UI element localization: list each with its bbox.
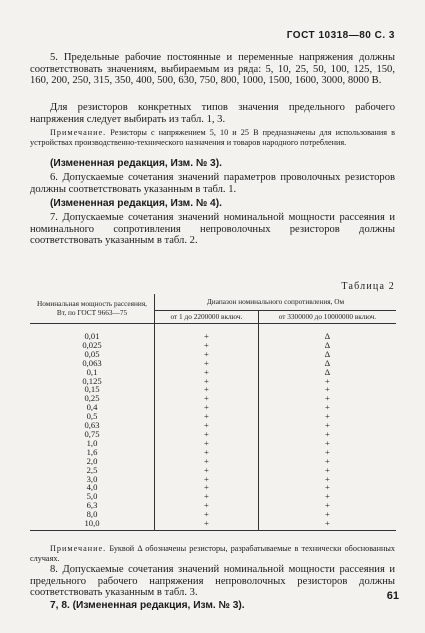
cell-range-2: Δ bbox=[324, 339, 331, 350]
cell-range-1: + bbox=[155, 412, 259, 421]
cell-power: 0,1 bbox=[30, 368, 155, 377]
page-number: 61 bbox=[386, 590, 399, 602]
cell-range-1: + bbox=[155, 421, 259, 430]
table-row bbox=[30, 466, 396, 475]
cell-range-2: + bbox=[258, 519, 396, 530]
table-row bbox=[30, 324, 396, 341]
note-1 bbox=[30, 128, 395, 148]
cell-range-2: + bbox=[324, 509, 330, 520]
cell-range-1: + bbox=[155, 475, 259, 484]
table-row bbox=[30, 430, 396, 439]
cell-range-2: + bbox=[324, 482, 330, 493]
note-2-text: Буквой Δ обозначены резисторы, разрабатываемые в технически обоснованных случаях. bbox=[30, 544, 395, 563]
cell-range-1: + bbox=[155, 466, 259, 475]
table-row bbox=[30, 439, 396, 448]
cell-range-1: + bbox=[155, 510, 259, 519]
cell-range-1: + bbox=[155, 394, 259, 403]
table-row bbox=[30, 359, 396, 368]
cell-range-2: + bbox=[324, 437, 330, 448]
cell-range-1: + bbox=[155, 350, 259, 359]
cell-range-2: + bbox=[324, 500, 330, 511]
cell-range-1: + bbox=[155, 324, 259, 341]
cell-power: 2,0 bbox=[30, 457, 155, 466]
paragraph-5: 5. Предельные рабочие постоянные и переменные напряжения должны соответствовать значениям, выбираемым из ряда: 5, 10, 25, 50, 100, 125, 150, 160, 200, 250, 315, 350, 400, 500, 630, 750, 800, 1000, 1500, 1600, 3000, 8000 В. bbox=[30, 52, 395, 87]
cell-range-2: + bbox=[324, 420, 330, 431]
table-row bbox=[30, 519, 396, 530]
cell-power: 0,75 bbox=[30, 430, 155, 439]
cell-range-1: + bbox=[155, 385, 259, 394]
cell-range-2: Δ bbox=[324, 331, 331, 341]
cell-range-1: + bbox=[155, 368, 259, 377]
cell-range-1: + bbox=[155, 483, 259, 492]
cell-range-1: + bbox=[155, 492, 259, 501]
cell-power: 5,0 bbox=[30, 492, 155, 501]
cell-range-1: + bbox=[155, 377, 259, 386]
cell-power: 0,125 bbox=[30, 377, 155, 386]
cell-range-2: Δ bbox=[324, 348, 331, 359]
table-row bbox=[30, 492, 396, 501]
col-header-power: Номинальная мощность рассеяния, Вт, по ГОСТ 9663—75 bbox=[30, 294, 155, 324]
cell-range-1: + bbox=[155, 457, 259, 466]
table-caption: Таблица 2 bbox=[341, 281, 395, 292]
cell-range-2: Δ bbox=[324, 357, 331, 368]
col-header-range-1: от 1 до 2200000 включ. bbox=[155, 310, 259, 324]
cell-power: 0,01 bbox=[30, 324, 155, 341]
cell-power: 4,0 bbox=[30, 483, 155, 492]
cell-range-2: + bbox=[324, 464, 330, 475]
cell-power: 0,063 bbox=[30, 359, 155, 368]
paragraph-6: 6. Допускаемые сочетания значений параметров проволочных резисторов должны соответствовать указанным в табл. 1. bbox=[30, 172, 395, 195]
col-header-group: Диапазон номинального сопротивления, Ом bbox=[155, 294, 397, 310]
cell-range-1: + bbox=[155, 439, 259, 448]
cell-power: 0,025 bbox=[30, 341, 155, 350]
cell-range-2: + bbox=[324, 411, 330, 422]
col-header-range-2: от 3300000 до 10000000 включ. bbox=[258, 310, 396, 324]
cell-power: 0,5 bbox=[30, 412, 155, 421]
revision-note-2: (Измененная редакция, Изм. № 4). bbox=[50, 198, 222, 209]
table-row bbox=[30, 394, 396, 403]
cell-range-2: + bbox=[324, 402, 330, 413]
cell-range-1: + bbox=[155, 403, 259, 412]
table-row bbox=[30, 501, 396, 510]
paragraph-8: 8. Допускаемые сочетания значений номинальной мощности рассеяния и предельного рабочего напряжения непроволочных резисторов должны соответствовать указанным в табл. 3. bbox=[30, 564, 395, 599]
cell-power: 6,3 bbox=[30, 501, 155, 510]
revision-note-3: 7, 8. (Измененная редакция, Изм. № 3). bbox=[50, 600, 245, 611]
cell-power: 8,0 bbox=[30, 510, 155, 519]
table-2 bbox=[30, 294, 396, 531]
table-row bbox=[30, 475, 396, 484]
revision-note-1: (Измененная редакция, Изм. № 3). bbox=[50, 158, 222, 169]
cell-range-1: + bbox=[155, 430, 259, 439]
table-row bbox=[30, 403, 396, 412]
cell-range-2: Δ bbox=[324, 366, 331, 377]
note-2 bbox=[30, 544, 395, 564]
cell-power: 1,0 bbox=[30, 439, 155, 448]
cell-range-2: + bbox=[324, 455, 330, 466]
paragraph-5-continued: Для резисторов конкретных типов значения предельного рабочего напряжения следует выбирать из табл. 1, 3. bbox=[30, 102, 395, 125]
cell-range-1: + bbox=[155, 448, 259, 457]
cell-range-2: + bbox=[324, 393, 330, 404]
cell-range-1: + bbox=[155, 359, 259, 368]
cell-range-2: + bbox=[324, 473, 330, 484]
cell-power: 1,6 bbox=[30, 448, 155, 457]
cell-power: 2,5 bbox=[30, 466, 155, 475]
cell-range-1: + bbox=[155, 519, 259, 530]
cell-range-2: + bbox=[324, 446, 330, 457]
cell-range-1: + bbox=[155, 341, 259, 350]
note-2-label: Примечание. bbox=[50, 544, 107, 553]
cell-power: 0,15 bbox=[30, 385, 155, 394]
table-row bbox=[30, 457, 396, 466]
table-row bbox=[30, 448, 396, 457]
paragraph-7: 7. Допускаемые сочетания значений номинальной мощности рассеяния и номинального сопротивления непроволочных резисторов должны соответствовать указанным в табл. 2. bbox=[30, 212, 395, 247]
cell-range-1: + bbox=[155, 501, 259, 510]
page-header: ГОСТ 10318—80 С. 3 bbox=[286, 30, 395, 41]
cell-power: 10,0 bbox=[30, 519, 155, 530]
cell-power: 0,63 bbox=[30, 421, 155, 430]
cell-power: 0,25 bbox=[30, 394, 155, 403]
cell-power: 3,0 bbox=[30, 475, 155, 484]
cell-power: 0,05 bbox=[30, 350, 155, 359]
note-1-text: Резисторы с напряжением 5, 10 и 25 В предназначены для использования в устройствах производственно-технического назначения и товаров народного потребления. bbox=[30, 128, 395, 147]
cell-range-2: + bbox=[324, 375, 330, 386]
cell-power: 0,4 bbox=[30, 403, 155, 412]
table-row bbox=[30, 483, 396, 492]
cell-range-2: + bbox=[324, 491, 330, 502]
note-1-label: Примечание. bbox=[50, 128, 107, 137]
cell-range-2: + bbox=[324, 384, 330, 395]
cell-range-2: + bbox=[324, 428, 330, 439]
